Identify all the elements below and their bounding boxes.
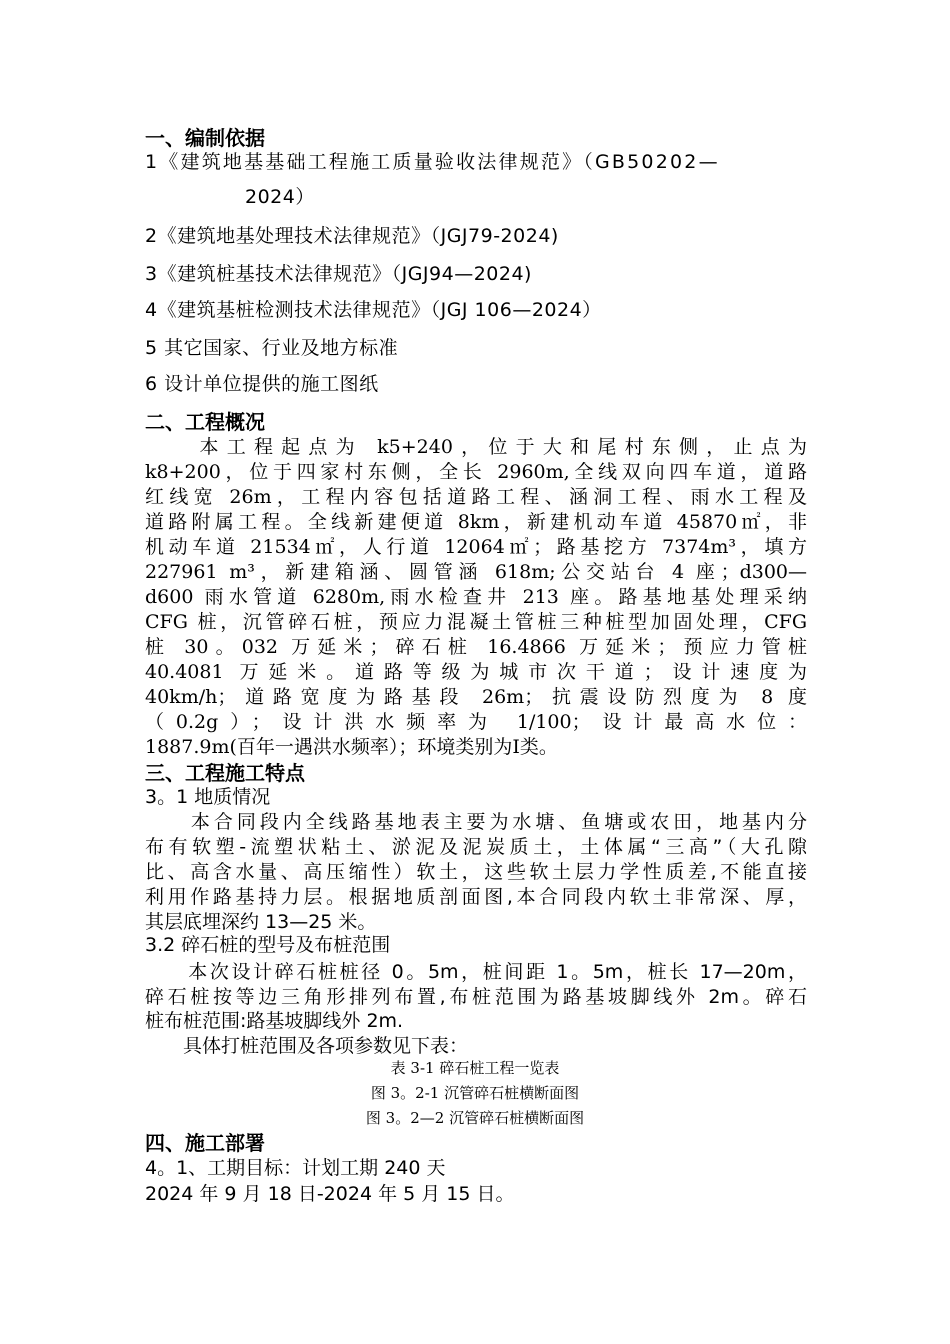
overview-line: k8+200，位于四家村东侧，全长 2960m,全线双向四车道，道路	[145, 461, 807, 483]
reference-item-3: 3《建筑桩基技术法律规范》（JGJ94—2024)	[145, 263, 532, 285]
figure-caption: 图 3。2-1 沉管碎石桩横断面图	[370, 1084, 580, 1102]
geology-line: 其层底埋深约 13—25 米。	[145, 911, 377, 933]
schedule-line: 2024 年 9 月 18 日-2024 年 5 月 15 日。	[145, 1183, 515, 1205]
pile-line: 具体打桩范围及各项参数见下表：	[145, 1035, 469, 1057]
schedule-line: 4。1、工期目标：计划工期 240 天	[145, 1157, 446, 1179]
overview-line: d600 雨水管道 6280m,雨水检查井 213 座。路基地基处理采纳	[145, 586, 807, 608]
overview-line: 227961 m³，新建箱涵、圆管涵 618m;公交站台 4 座；d300—	[145, 561, 807, 583]
reference-item-1-cont: 2024）	[245, 186, 315, 208]
reference-item-2: 2《建筑地基处理技术法律规范》（JGJ79-2024)	[145, 225, 559, 247]
overview-line: 桩 30。032 万延米；碎石桩 16.4866 万延米；预应力管桩	[145, 636, 807, 658]
reference-item-6: 6 设计单位提供的施工图纸	[145, 373, 379, 395]
section-heading-deployment: 四、施工部署	[145, 1131, 265, 1155]
reference-item-5: 5 其它国家、行业及地方标准	[145, 337, 399, 359]
pile-line: 桩布桩范围:路基坡脚线外 2m.	[145, 1010, 404, 1032]
pile-line: 碎石桩按等边三角形排列布置,布桩范围为路基坡脚线外 2m。碎石	[145, 986, 807, 1008]
overview-line: 红线宽 26m，工程内容包括道路工程、涵洞工程、雨水工程及	[145, 486, 807, 508]
overview-line: 机动车道 21534㎡，人行道 12064㎡；路基挖方 7374m³，填方	[145, 536, 807, 558]
overview-line: 1887.9m(百年一遇洪水频率）；环境类别为Ⅰ类。	[145, 736, 558, 758]
figure-caption: 图 3。2—2 沉管碎石桩横断面图	[365, 1109, 585, 1127]
geology-line: 利用作路基持力层。根据地质剖面图,本合同段内软土非常深、厚，	[145, 886, 807, 908]
geology-line: 布有软塑-流塑状粘土、淤泥及泥炭质土，土体属“三高”（大孔隙	[145, 836, 807, 858]
overview-line: CFG 桩，沉管碎石桩，预应力混凝土管桩三种桩型加固处理，CFG	[145, 611, 807, 633]
section-heading-basis: 一、编制依据	[145, 126, 265, 150]
overview-line: 40.4081 万延米。道路等级为城市次干道；设计速度为	[145, 661, 807, 683]
overview-line: 本工程起点为 k5+240，位于大和尾村东侧，止点为	[145, 436, 807, 458]
subheading-geology: 3。1 地质情况	[145, 786, 271, 808]
overview-line: （0.2g）；设计洪水频率为 1/100；设计最高水位：	[145, 711, 807, 733]
section-heading-features: 三、工程施工特点	[145, 761, 305, 785]
table-caption: 表 3-1 碎石桩工程一览表	[390, 1059, 560, 1077]
section-heading-overview: 二、工程概况	[145, 410, 265, 434]
pile-line: 本次设计碎石桩桩径 0。5m，桩间距 1。5m，桩长 17—20m，	[145, 961, 807, 983]
reference-item-4: 4《建筑基桩检测技术法律规范》（JGJ 106—2024）	[145, 299, 602, 321]
geology-line: 比、高含水量、高压缩性）软土，这些软土层力学性质差,不能直接	[145, 861, 807, 883]
subheading-pile-type: 3.2 碎石桩的型号及布桩范围	[145, 934, 391, 956]
geology-line: 本合同段内全线路基地表主要为水塘、鱼塘或农田，地基内分	[145, 811, 807, 833]
overview-line: 道路附属工程。全线新建便道 8km，新建机动车道 45870㎡，非	[145, 511, 807, 533]
reference-item-1: 1《建筑地基基础工程施工质量验收法律规范》（GB50202—	[145, 151, 720, 173]
overview-line: 40km/h；道路宽度为路基段 26m；抗震设防烈度为 8 度	[145, 686, 807, 708]
